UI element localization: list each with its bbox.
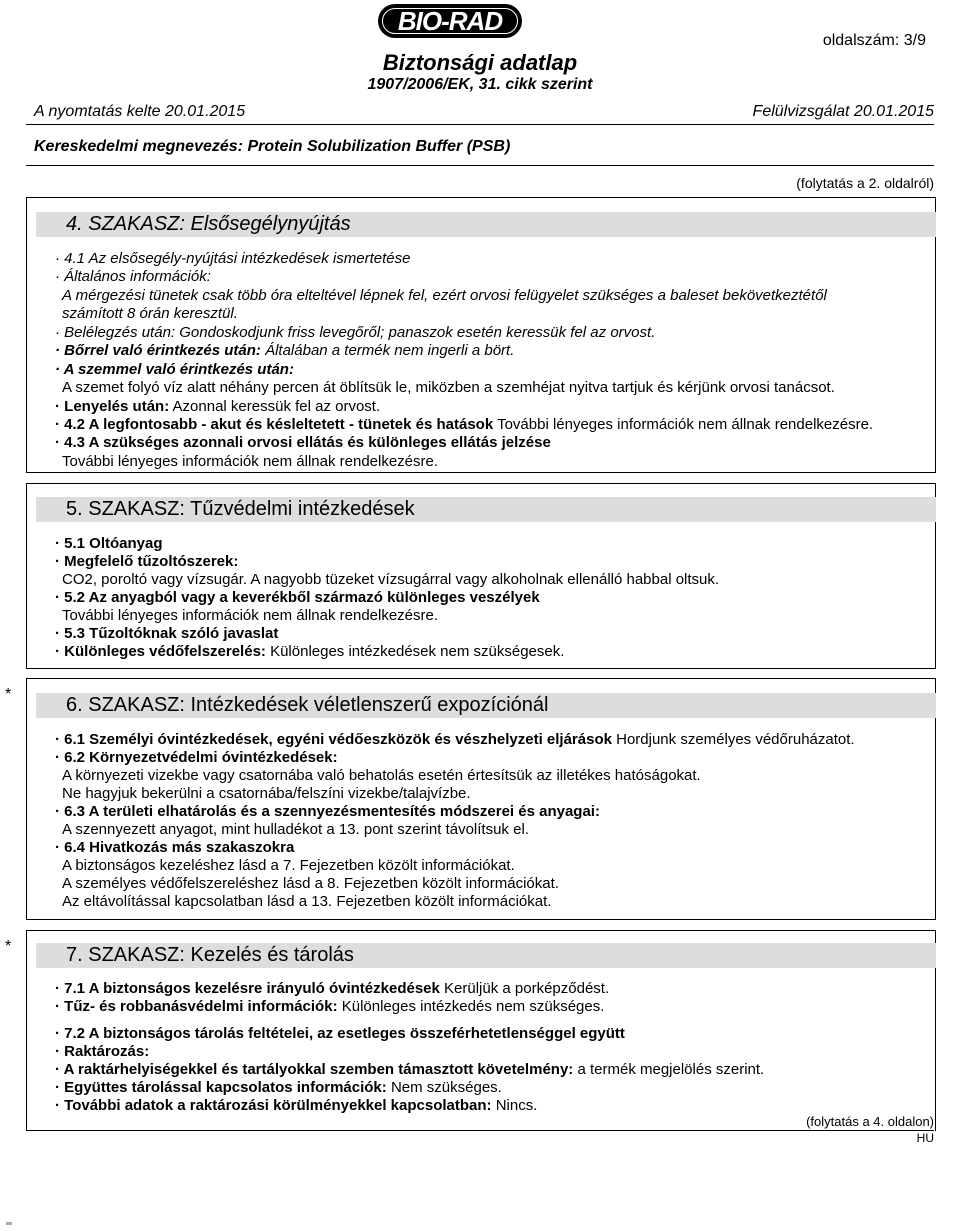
- logo-text: BIO-RAD: [397, 6, 503, 36]
- print-date: A nyomtatás kelte 20.01.2015: [34, 103, 246, 120]
- header-divider: [26, 124, 934, 125]
- trade-name: Kereskedelmi megnevezés: Protein Solubilization Buffer (PSB): [34, 138, 511, 155]
- sec4-line: · Általános információk:: [55, 268, 211, 285]
- footer-divider: [26, 1130, 934, 1131]
- sec6-line: A biztonságos kezeléshez lásd a 7. Fejezetben közölt információkat.: [62, 857, 515, 874]
- sec7-line: · További adatok a raktározási körülményekkel kapcsolatban: Nincs.: [55, 1097, 538, 1114]
- sec6-line: · 6.2 Környezetvédelmi óvintézkedések:: [55, 749, 338, 766]
- sec6-line: A személyes védőfelszereléshez lásd a 8. Fejezetben közölt információkat.: [62, 875, 559, 892]
- sec6-line: · 6.3 A területi elhatárolás és a szennyezésmentesítés módszerei és anyagai:: [55, 803, 600, 820]
- continued-on: (folytatás a 4. oldalon): [806, 1114, 934, 1129]
- sec5-line: · Különleges védőfelszerelés: Különleges intézkedések nem szükségesek.: [55, 643, 565, 660]
- sec4-line: · A szemmel való érintkezés után:: [55, 361, 294, 378]
- sec4-line: · 4.1 Az elsősegély-nyújtási intézkedések ismertetése: [55, 250, 411, 267]
- sec6-line: Ne hagyjuk bekerülni a csatornába/felszíni vizekbe/talajvízbe.: [62, 785, 471, 802]
- sec4-line: · Bőrrel való érintkezés után: Általában a termék nem ingerli a bört.: [55, 342, 515, 359]
- sec6-line: Az eltávolítással kapcsolatban lásd a 13. Fejezetben közölt információkat.: [62, 893, 552, 910]
- sec7-line: · A raktárhelyiségekkel és tartályokkal szemben támasztott követelmény: a termék megjelölés szerint.: [55, 1061, 765, 1078]
- sec4-line: A szemet folyó víz alatt néhány percen át öblítsük le, miközben a szemhéjat nyitva tartjuk és kérjünk orvosi tanácsot.: [62, 379, 835, 396]
- section-4-heading: 4. SZAKASZ: Elsősegélynyújtás: [36, 212, 936, 237]
- sec7-line: · 7.1 A biztonságos kezelésre irányuló óvintézkedések Kerüljük a porképződést.: [55, 980, 610, 997]
- sec6-line: · 6.1 Személyi óvintézkedések, egyéni védőeszközök és vészhelyzeti eljárások Hordjunk személyes védőruházatot.: [55, 731, 855, 748]
- continued-from: (folytatás a 2. oldalról): [796, 175, 934, 191]
- sec6-line: A környezeti vizekbe vagy csatornába való behatolás esetén értesítsük az illetékes hatóságokat.: [62, 767, 701, 784]
- sec5-line: · 5.3 Tűzoltóknak szóló javaslat: [55, 625, 279, 642]
- page-number: oldalszám: 3/9: [822, 32, 926, 49]
- bio-rad-logo: [378, 4, 522, 38]
- sec4-line: · Lenyelés után: Azonnal keressük fel az orvost.: [55, 398, 381, 415]
- sec4-line: A mérgezési tünetek csak több óra elteltével lépnek fel, ezért orvosi felügyelet szükséges a baleset bekövetkeztétől: [62, 287, 827, 304]
- corner-mark: [6, 1222, 12, 1225]
- sec4-line: · 4.3 A szükséges azonnali orvosi ellátás és különleges ellátás jelzése: [55, 434, 551, 451]
- document-subtitle: 1907/2006/EK, 31. cikk szerint: [367, 76, 593, 93]
- section-7-heading: 7. SZAKASZ: Kezelés és tárolás: [36, 943, 936, 968]
- revision-date: Felülvizsgálat 20.01.2015: [752, 103, 934, 120]
- sec6-line: A szennyezett anyagot, mint hulladékot a 13. pont szerint távolítsuk el.: [62, 821, 529, 838]
- sec5-line: · Megfelelő tűzoltószerek:: [55, 553, 239, 570]
- sec4-line: · Belélegzés után: Gondoskodjunk friss levegőről; panaszok esetén keressük fel az orvost.: [55, 324, 656, 341]
- sec5-line: · 5.2 Az anyagból vagy a keverékből származó különleges veszélyek: [55, 589, 540, 606]
- trade-divider: [26, 165, 934, 166]
- revision-star: *: [5, 686, 12, 703]
- language-code: HU: [916, 1131, 934, 1145]
- sec7-line: · Raktározás:: [55, 1043, 150, 1060]
- sec7-line: · Együttes tárolással kapcsolatos információk: Nem szükséges.: [55, 1079, 502, 1096]
- sec4-line: További lényeges információk nem állnak rendelkezésre.: [62, 453, 439, 470]
- sec4-line: · 4.2 A legfontosabb - akut és késleltetett - tünetek és hatások További lényeges információk nem állnak rendelkezésre.: [55, 416, 874, 433]
- sec5-line: · 5.1 Oltóanyag: [55, 535, 163, 552]
- sec5-line: További lényeges információk nem állnak rendelkezésre.: [62, 607, 439, 624]
- sec6-line: · 6.4 Hivatkozás más szakaszokra: [55, 839, 295, 856]
- sec5-line: CO2, poroltó vagy vízsugár. A nagyobb tüzeket vízsugárral vagy alkoholnak ellenálló habbal oltsuk.: [62, 571, 720, 588]
- revision-star: *: [5, 938, 12, 955]
- section-5-heading: 5. SZAKASZ: Tűzvédelmi intézkedések: [36, 497, 936, 522]
- sec7-line: · 7.2 A biztonságos tárolás feltételei, az esetleges összeférhetetlenséggel együtt: [55, 1025, 625, 1042]
- document-title: Biztonsági adatlap: [382, 50, 578, 75]
- sec7-line: · Tűz- és robbanásvédelmi információk: Különleges intézkedés nem szükséges.: [55, 998, 605, 1015]
- section-6-heading: 6. SZAKASZ: Intézkedések véletlenszerű expozíciónál: [36, 693, 936, 718]
- sec4-line: számított 8 órán keresztül.: [62, 305, 238, 322]
